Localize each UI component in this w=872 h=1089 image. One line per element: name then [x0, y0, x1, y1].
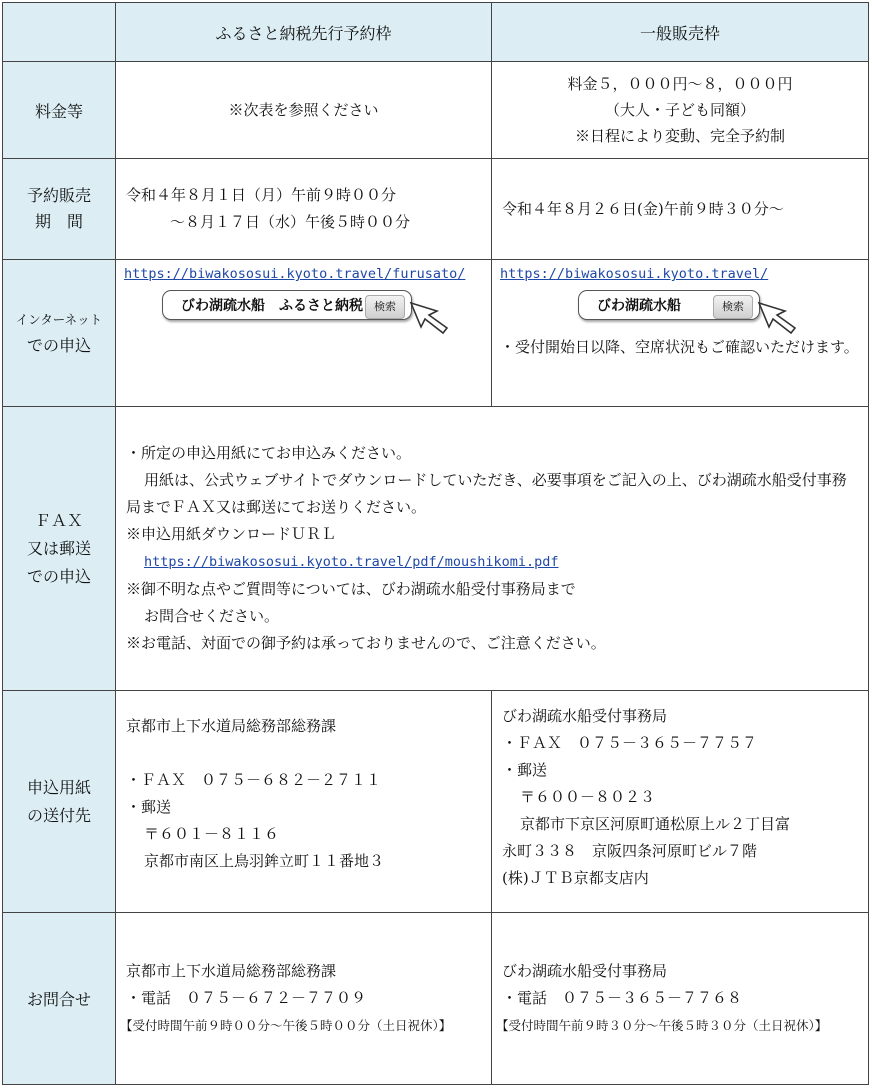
- form-download-link[interactable]: https://biwakososui.kyoto.travel/pdf/moushikomi.pdf: [144, 554, 559, 570]
- general-url-link[interactable]: https://biwakososui.kyoto.travel/: [500, 266, 769, 282]
- header-corner: [3, 3, 116, 62]
- price-row: [3, 62, 869, 159]
- header-row: [3, 3, 869, 62]
- internet-general: [492, 260, 869, 407]
- send-city: 京都市上下水道局総務部総務課 ・ＦＡＸ ０７５－６８２－２７１１ ・郵送 〒６０１－８１１６ 京都市南区上鳥羽鉾立町１１番地３: [116, 691, 492, 913]
- internet-row: [3, 260, 869, 407]
- header-general: 一般販売枠: [492, 3, 869, 62]
- price-furusato: ※次表を参照ください: [116, 62, 492, 159]
- search-button[interactable]: 検索: [365, 295, 405, 319]
- contact-label: お問合せ: [3, 913, 116, 1085]
- contact-row: [3, 913, 869, 1085]
- send-row: [3, 691, 869, 913]
- contact-city: 京都市上下水道局総務部総務課 ・電話 ０７５－６７２－７７０９ 【受付時間午前９時００分～午後５時００分（土日祝休）】: [116, 913, 492, 1085]
- general-internet-note: ・受付開始日以降、空席状況もご確認いただけます。: [500, 338, 859, 356]
- internet-label: インターネット での申込: [3, 260, 116, 407]
- mouse-cursor-icon: [409, 301, 451, 335]
- period-row: [3, 159, 869, 260]
- period-label: 予約販売 期 間: [3, 159, 116, 260]
- period-general: 令和４年８月２６日(金)午前９時３０分～: [492, 159, 869, 260]
- furusato-url-link[interactable]: https://biwakososui.kyoto.travel/furusato/: [124, 266, 466, 282]
- contact-jtb: びわ湖疏水船受付事務局 ・電話 ０７５－３６５－７７６８ 【受付時間午前９時３０分～午後５時３０分（土日祝休）】: [492, 913, 869, 1085]
- fax-label: ＦＡＸ 又は郵送 での申込: [3, 407, 116, 691]
- send-jtb: びわ湖疏水船受付事務局 ・ＦＡＸ ０７５－３６５－７７５７ ・郵送 〒６００－８０２３ 京都市下京区河原町通松原上ル２丁目富 永町３３８ 京阪四条河原町ビル７階 (株)ＪＴＢ京都支店内: [492, 691, 869, 913]
- header-furusato: ふるさと納税先行予約枠: [116, 3, 492, 62]
- internet-furusato: [116, 260, 492, 407]
- price-label: 料金等: [3, 62, 116, 159]
- search-button[interactable]: 検索: [713, 295, 753, 319]
- fax-row: [3, 407, 869, 691]
- send-label: 申込用紙 の送付先: [3, 691, 116, 913]
- mouse-cursor-icon: [757, 301, 799, 335]
- furusato-search-box[interactable]: びわ湖疏水船 ふるさと納税 検索: [162, 290, 412, 320]
- general-search-box[interactable]: びわ湖疏水船 検索: [578, 290, 760, 320]
- period-furusato: 令和４年８月１日（月）午前９時００分 ～８月１７日（水）午後５時００分: [116, 159, 492, 260]
- fax-content: ・所定の申込用紙にてお申込みください。 用紙は、公式ウェブサイトでダウンロードしていただき、必要事項をご記入の上、びわ湖疏水船受付事務局までＦＡＸ又は郵送にてお送りください。 ※申込用紙ダウンロードＵＲＬ https://biwakososui.kyoto.travel/pdf/moushikomi.pdf ※御不明な点やご質問等については、びわ湖疏水船受付事務局まで お問合せください。 ※お電話、対面での御予約は承っておりませんので、ご注意ください。: [116, 407, 869, 691]
- price-general: 料金５，０００円～８，０００円 （大人・子ども同額） ※日程により変動、完全予約制: [492, 62, 869, 159]
- booking-info-table: [2, 2, 869, 1085]
